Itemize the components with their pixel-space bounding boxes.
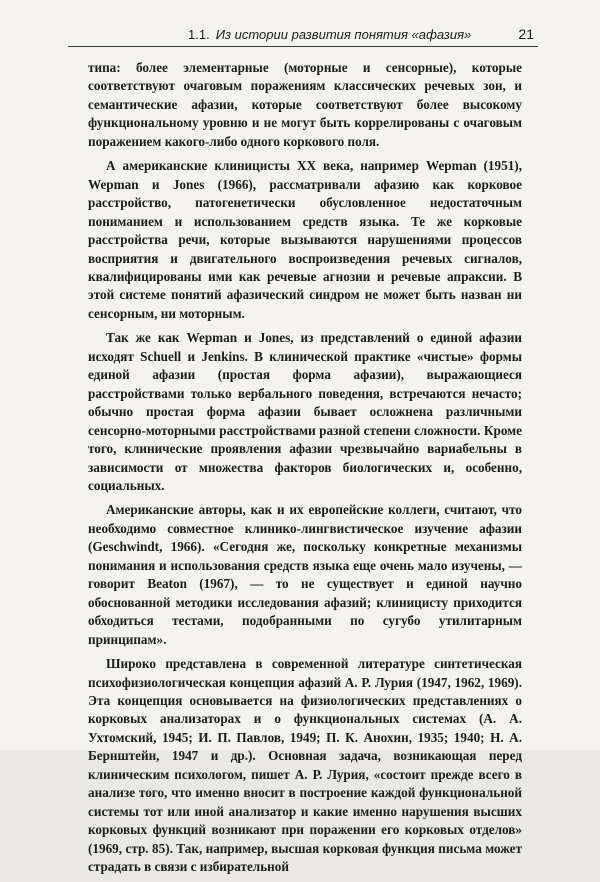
paragraph-5: Широко представлена в современной литературе синтетическая психофизиологическая концепция афазий А. Р. Лурия (1947, 1962, 1969). Эта концепция основывается на физиологических представлениях о корковых анализаторах и о функциональных системах (А. А. Ухтомский, 1945; И. П. Павлов, 1949; П. К. Анохин, 1935; 1940; Н. А. Бернштейн, 1947 и др.). Основная задача, возникающая перед клиническим психологом, пишет А. Р. Лурия, «состоит прежде всего в анализе того, что именно вносит в построение каждой функциональной системы тот или иной анализатор и какие именно нарушения высших корковых функций возникают при поражении его корковых отделов» (1969, стр. 85). Так, например, высшая корковая функция письма может страдать в связи с избирательной bbox=[88, 656, 522, 875]
paragraph-2: А американские клиницисты XX века, например Wepman (1951), Wepman и Jones (1966), рассматривали афазию как корковое расстройство, патогенетически обусловленное недостаточным пониманием и использованием средств языка. Те же корковые расстройства речи, которые вызываются нарушениями процессов восприятия и двигательного воспроизведения речевых сигналов, квалифицированы ими как речевые агнозии и речевые апраксии. В этой системе понятий афазический синдром не может быть назван ни сенсорным, ни моторным. bbox=[88, 158, 522, 321]
paragraph-1: типа: более элементарные (моторные и сенсорные), которые соответствуют очаговым поражениям классических речевых зон, и семантические афазии, которые соответствуют более высокому функциональному уровню и не могут быть коррелированы с очаговым поражением какого-либо одного коркового поля. bbox=[88, 60, 522, 149]
paragraph-3: Так же как Wepman и Jones, из представлений о единой афазии исходят Schuell и Jenkins. В клинической практике «чистые» формы единой афазии (простая форма афазии), выражающиеся расстройствами только вербального поведения, встречаются нечасто; обычно простая форма афазии бывает осложнена различными сенсорно-моторными расстройствами разной степени сложности. Кроме того, клинические проявления афазии чрезвычайно вариабельны в зависимости от множества факторов биологических и, особенно, социальных. bbox=[88, 330, 522, 493]
body-text bbox=[88, 59, 522, 882]
paragraph-4: Американские авторы, как и их европейские коллеги, считают, что необходимо совместное клинико-лингвистическое изучение афазии (Geschwindt, 1966). «Сегодня же, поскольку конкретные механизмы понимания и использования средств языка еще очень мало изучены, — говорит Beaton (1967), — то не существует и единой научно обоснованной методики исследования афазий; клиницисту приходится обходиться тестами, подобранными по сугубо утилитарным принципам». bbox=[88, 502, 522, 647]
section-title-text: Из истории развития понятия «афазия» bbox=[215, 27, 472, 42]
section-number: 1.1. bbox=[188, 27, 210, 42]
running-header bbox=[68, 26, 538, 47]
section-title bbox=[188, 27, 471, 43]
page-number: 21 bbox=[518, 26, 534, 42]
